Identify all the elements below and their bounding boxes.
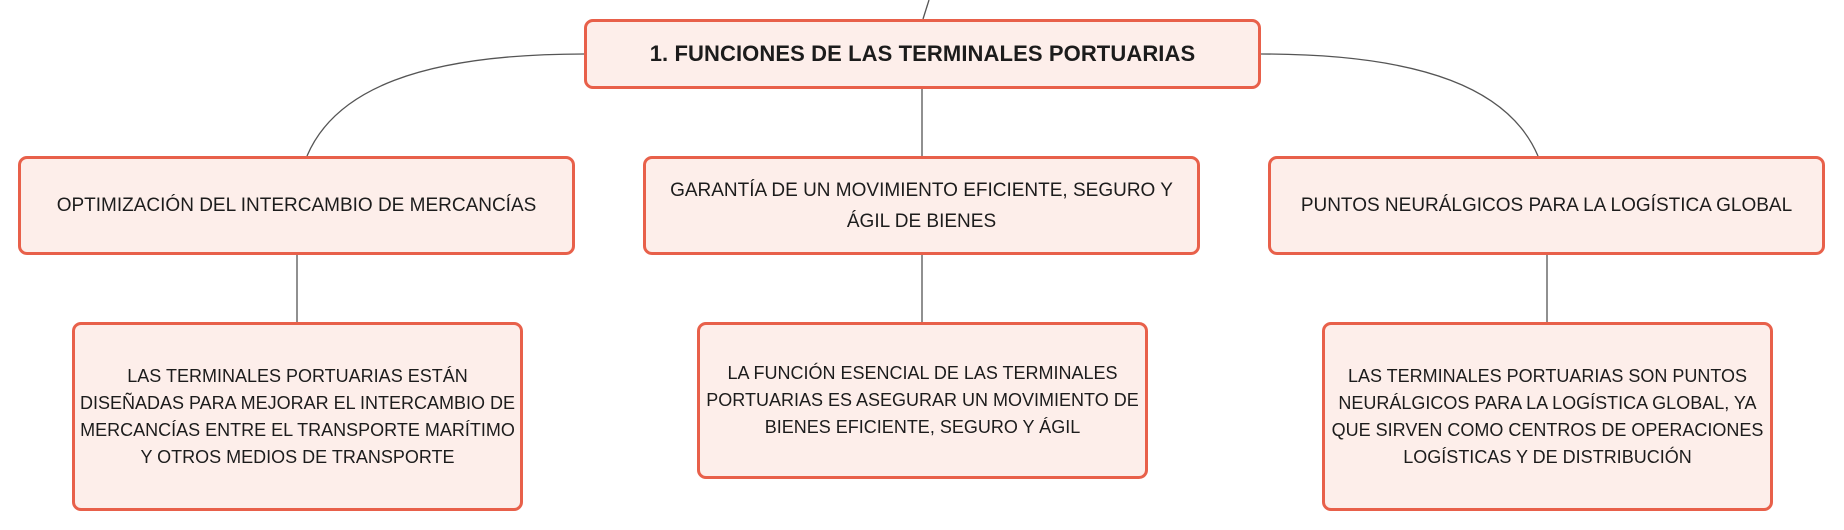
root-topic-label: 1. FUNCIONES DE LAS TERMINALES PORTUARIAS <box>649 41 1196 66</box>
connector-parent-to-root <box>923 0 929 19</box>
detail-node-optimizacion[interactable] <box>72 322 523 511</box>
detail-node-garantia[interactable] <box>697 322 1148 479</box>
detail-text: LAS TERMINALES PORTUARIAS ESTÁN DISEÑADAS PARA MEJORAR EL INTERCAMBIO DE MERCANCÍAS ENTRE EL TRANSPORTE MARÍTIMO Y OTROS MEDIOS DE TRANSPORTE <box>79 365 516 467</box>
topic-label: OPTIMIZACIÓN DEL INTERCAMBIO DE MERCANCÍAS <box>56 195 537 216</box>
topic-node-puntos-neuralgicos[interactable] <box>1268 156 1825 255</box>
connector-root-to-topic-left <box>307 54 584 156</box>
topic-node-garantia[interactable] <box>643 156 1200 255</box>
topic-label: PUNTOS NEURÁLGICOS PARA LA LOGÍSTICA GLOBAL <box>1300 195 1793 216</box>
topic-node-optimizacion[interactable] <box>18 156 575 255</box>
connector-root-to-topic-right <box>1261 54 1538 156</box>
detail-node-puntos-neuralgicos[interactable] <box>1322 322 1773 511</box>
root-topic-node[interactable] <box>584 19 1261 89</box>
detail-text: LA FUNCIÓN ESENCIAL DE LAS TERMINALES PORTUARIAS ES ASEGURAR UN MOVIMIENTO DE BIENES EFICIENTE, SEGURO Y ÁGIL <box>706 363 1139 437</box>
topic-label: GARANTÍA DE UN MOVIMIENTO EFICIENTE, SEGURO Y ÁGIL DE BIENES <box>670 179 1173 232</box>
detail-text: LAS TERMINALES PORTUARIAS SON PUNTOS NEURÁLGICOS PARA LA LOGÍSTICA GLOBAL, YA QUE SIRVEN COMO CENTROS DE OPERACIONES LOGÍSTICAS Y DE DISTRIBUCIÓN <box>1331 365 1764 467</box>
